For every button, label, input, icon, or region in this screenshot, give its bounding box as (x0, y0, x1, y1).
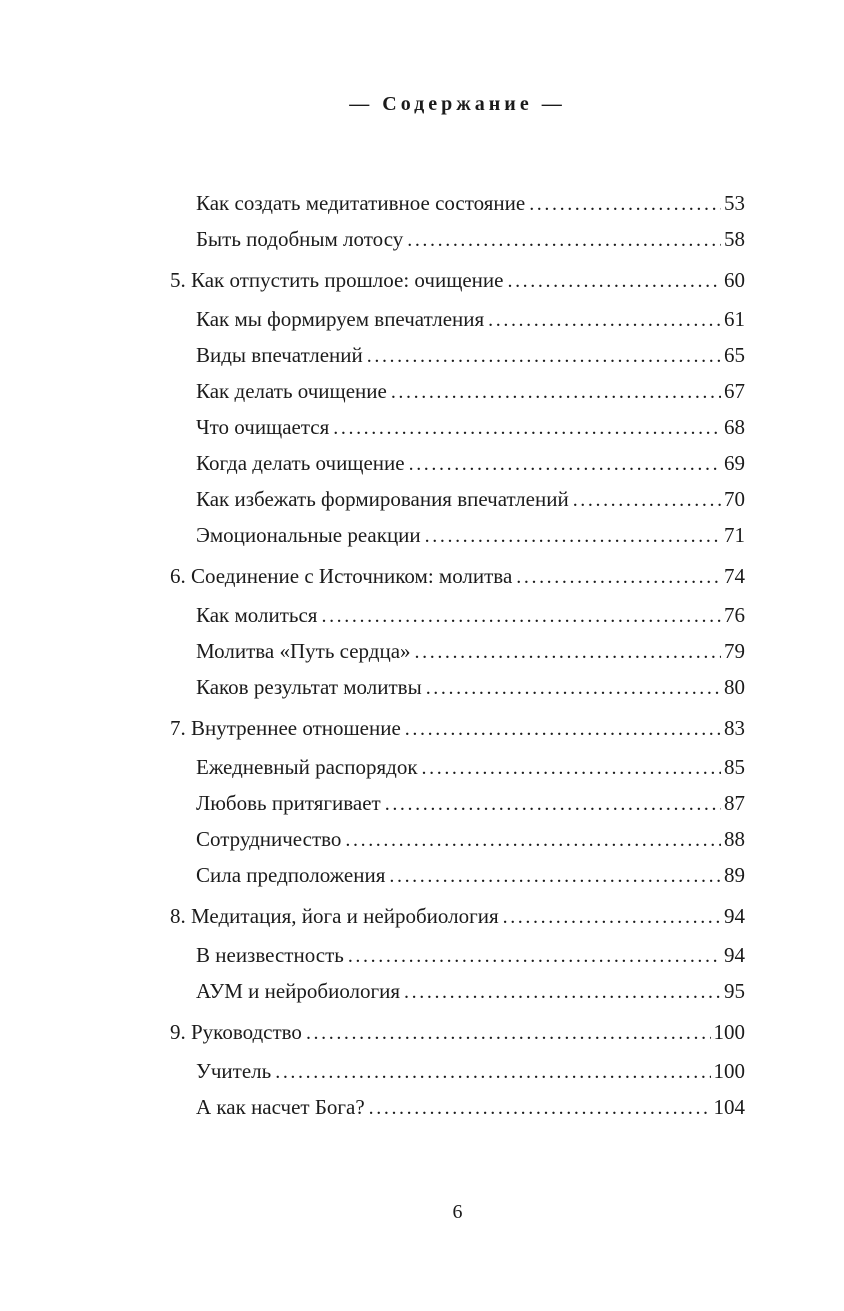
toc-chapter-row (170, 558, 745, 594)
toc-sub-row (170, 445, 745, 481)
toc-entry-page: 95 (724, 979, 745, 1003)
dot-leader (405, 710, 721, 747)
dot-leader (389, 857, 721, 894)
toc-sub-row (170, 337, 745, 373)
dot-leader (345, 821, 721, 858)
toc-entry-title: Что очищается (196, 415, 330, 439)
toc-entry-title: Как делать очищение (196, 379, 387, 403)
dot-leader (503, 898, 721, 935)
toc-entry-page: 71 (724, 523, 745, 547)
toc-entry-title: Каков результат молитвы (196, 675, 422, 699)
toc-sub-row (170, 597, 745, 633)
toc-entry-page: 65 (724, 343, 745, 367)
toc-entry-title: Сотрудничество (196, 827, 342, 851)
dot-leader (385, 785, 721, 822)
toc-sub-row (170, 221, 745, 257)
toc-entry-title: Как молиться (196, 603, 318, 627)
toc-entry-title: АУМ и нейробиология (196, 979, 401, 1003)
toc-entry-page: 79 (724, 639, 745, 663)
toc-entry-title: Виды впечатлений (196, 343, 363, 367)
toc-entry-page: 60 (724, 268, 745, 292)
toc-entry-page: 87 (724, 791, 745, 815)
toc-entry-title: Любовь притягивает (196, 791, 381, 815)
toc-entry-page: 69 (724, 451, 745, 475)
toc-entry-title: Как избежать формирования впечатлений (196, 487, 569, 511)
dot-leader (516, 558, 721, 595)
toc-entry-title: 8. Медитация, йога и нейробиология (170, 904, 499, 928)
toc-sub-row (170, 821, 745, 857)
toc-sub-row (170, 857, 745, 893)
toc-sub-row (170, 1089, 745, 1125)
toc-entry-title: Учитель (196, 1059, 272, 1083)
dot-leader (407, 221, 721, 258)
toc-sub-row (170, 185, 745, 221)
toc-sub-row (170, 517, 745, 553)
dot-leader (529, 185, 721, 222)
toc-entry-title: Эмоциональные реакции (196, 523, 421, 547)
toc-entry-title: 9. Руководство (170, 1020, 302, 1044)
toc-sub-row (170, 373, 745, 409)
toc-entry-page: 58 (724, 227, 745, 251)
toc-chapter-row (170, 262, 745, 298)
dot-leader (507, 262, 721, 299)
toc-entry-page: 61 (724, 307, 745, 331)
toc-entry-page: 104 (713, 1095, 745, 1119)
toc-sub-row (170, 409, 745, 445)
toc-chapter-row (170, 898, 745, 934)
toc-entry-title: 5. Как отпустить прошлое: очищение (170, 268, 504, 292)
dot-leader (426, 669, 721, 706)
dot-leader (321, 597, 721, 634)
toc-entry-page: 74 (724, 564, 745, 588)
toc-entry-title: Как мы формируем впечатления (196, 307, 485, 331)
dot-leader (422, 749, 721, 786)
toc-entry-title: А как насчет Бога? (196, 1095, 365, 1119)
toc-entry-page: 68 (724, 415, 745, 439)
page-title: — Содержание — (349, 93, 566, 115)
dot-leader (488, 301, 721, 338)
toc-entry-page: 94 (724, 904, 745, 928)
toc-entry-page: 85 (724, 755, 745, 779)
toc-entry-page: 100 (713, 1059, 745, 1083)
toc-entry-title: Сила предположения (196, 863, 386, 887)
toc-sub-row (170, 973, 745, 1009)
toc-chapter-row (170, 710, 745, 746)
toc-entry-page: 89 (724, 863, 745, 887)
toc-entry-page: 83 (724, 716, 745, 740)
toc-entry-page: 100 (713, 1020, 745, 1044)
dot-leader (404, 973, 721, 1010)
toc-sub-row (170, 669, 745, 705)
toc-entry-title: 6. Соединение с Источником: молитва (170, 564, 513, 588)
dot-leader (415, 633, 721, 670)
toc-sub-row (170, 1053, 745, 1089)
dot-leader (425, 517, 721, 554)
dot-leader (306, 1014, 711, 1051)
dot-leader (409, 445, 721, 482)
dot-leader (573, 481, 721, 518)
toc-entry-page: 94 (724, 943, 745, 967)
toc-entry-page: 76 (724, 603, 745, 627)
toc-entry-page: 80 (724, 675, 745, 699)
toc-list (170, 185, 745, 1125)
toc-entry-title: Молитва «Путь сердца» (196, 639, 411, 663)
toc-entry-page: 70 (724, 487, 745, 511)
toc-sub-row (170, 749, 745, 785)
toc-sub-row (170, 937, 745, 973)
dot-leader (367, 337, 721, 374)
dot-leader (333, 409, 721, 446)
dot-leader (369, 1089, 711, 1126)
toc-sub-row (170, 481, 745, 517)
toc-chapter-row (170, 1014, 745, 1050)
toc-entry-title: Быть подобным лотосу (196, 227, 404, 251)
toc-entry-title: 7. Внутреннее отношение (170, 716, 401, 740)
toc-entry-title: Как создать медитативное состояние (196, 191, 526, 215)
toc-entry-page: 88 (724, 827, 745, 851)
toc-entry-title: Когда делать очищение (196, 451, 405, 475)
toc-sub-row (170, 301, 745, 337)
dot-leader (391, 373, 721, 410)
toc-entry-title: Ежедневный распорядок (196, 755, 418, 779)
page-number: 6 (452, 1201, 463, 1223)
dot-leader (348, 937, 721, 974)
toc-entry-page: 67 (724, 379, 745, 403)
toc-sub-row (170, 633, 745, 669)
toc-sub-row (170, 785, 745, 821)
toc-entry-page: 53 (724, 191, 745, 215)
dot-leader (275, 1053, 710, 1090)
toc-entry-title: В неизвестность (196, 943, 344, 967)
